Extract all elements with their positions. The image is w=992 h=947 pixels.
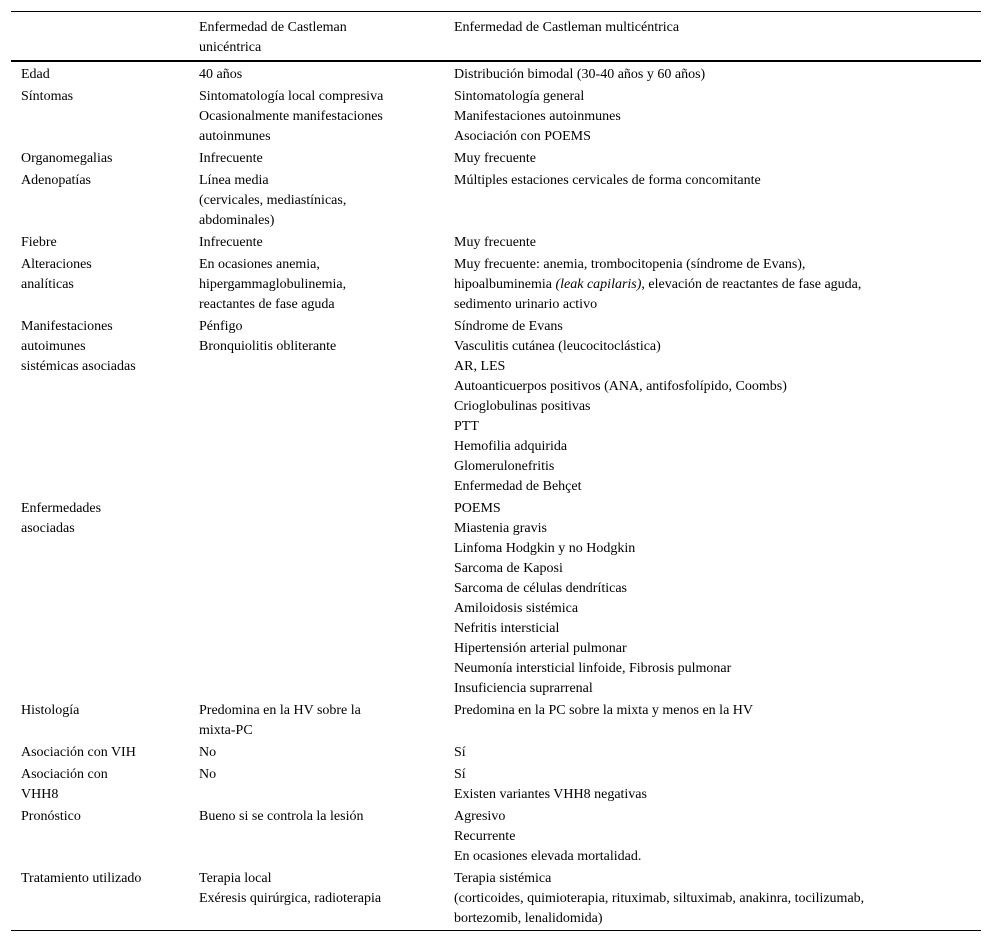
- table-row: [11, 64, 981, 86]
- cell-text-line: Agresivo: [454, 809, 506, 824]
- cell-text-line: Muy frecuente: anemia, trombocitopenia (síndrome de Evans),: [454, 257, 806, 272]
- cell-text-line: Muy frecuente: [454, 151, 537, 166]
- table-row: [11, 498, 981, 700]
- cell-text-line: Exéresis quirúrgica, radioterapia: [199, 891, 382, 906]
- row-label-cell: [11, 807, 189, 867]
- multicentric-cell: [444, 807, 981, 867]
- table-row: [11, 742, 981, 764]
- cell-text-line: Múltiples estaciones cervicales de forma concomitante: [454, 173, 761, 188]
- cell-text-line: Vasculitis cutánea (leucocitoclástica): [454, 339, 661, 354]
- multicentric-cell: [444, 255, 981, 315]
- unicentric-cell: [189, 807, 444, 867]
- unicentric-cell: [189, 317, 444, 497]
- unicentric-cell: [189, 87, 444, 147]
- row-label-line: Adenopatías: [21, 173, 91, 188]
- cell-text-line: (corticoides, quimioterapia, rituximab, siltuximab, anakinra, tocilizumab,: [454, 891, 865, 906]
- header-text-line: unicéntrica: [199, 40, 262, 55]
- cell-text-line: No: [199, 745, 217, 760]
- row-label-line: autoimunes: [21, 339, 86, 354]
- cell-text-line: Amiloidosis sistémica: [454, 601, 579, 616]
- row-label-line: VHH8: [21, 787, 59, 802]
- cell-text-line: Linfoma Hodgkin y no Hodgkin: [454, 541, 636, 556]
- row-label-line: Asociación con: [21, 767, 108, 782]
- row-label-line: Asociación con VIH: [21, 745, 136, 760]
- row-label-line: Manifestaciones: [21, 319, 113, 334]
- cell-text-line: PTT: [454, 419, 479, 434]
- row-label-cell: [11, 171, 189, 231]
- row-label-cell: [11, 743, 189, 763]
- table-row: [11, 148, 981, 170]
- cell-text-line: No: [199, 767, 217, 782]
- header-text-line: Enfermedad de Castleman multicéntrica: [454, 20, 680, 35]
- multicentric-cell: [444, 65, 981, 85]
- row-label-line: Fiebre: [21, 235, 57, 250]
- cell-text-line: Recurrente: [454, 829, 516, 844]
- row-label-line: asociadas: [21, 521, 75, 536]
- cell-text-line: Hemofilia adquirida: [454, 439, 568, 454]
- unicentric-cell: [189, 255, 444, 315]
- multicentric-cell: [444, 869, 981, 929]
- cell-text-line: Terapia sistémica: [454, 871, 552, 886]
- cell-text-line: Sarcoma de células dendríticas: [454, 581, 627, 596]
- unicentric-cell: [189, 743, 444, 763]
- row-label-cell: [11, 65, 189, 85]
- cell-text-line: Glomerulonefritis: [454, 459, 555, 474]
- header-text-line: Enfermedad de Castleman: [199, 20, 347, 35]
- row-label-cell: [11, 765, 189, 805]
- row-label-cell: [11, 233, 189, 253]
- cell-text-line: 40 años: [199, 67, 243, 82]
- row-label-line: Organomegalias: [21, 151, 113, 166]
- table-header: [11, 12, 981, 62]
- cell-text-line: hipergammaglobulinemia,: [199, 277, 347, 292]
- cell-text-line: Autoanticuerpos positivos (ANA, antifosfolípido, Coombs): [454, 379, 787, 394]
- cell-text-line: Línea media: [199, 173, 269, 188]
- cell-text-line: Asociación con POEMS: [454, 129, 591, 144]
- unicentric-cell: [189, 233, 444, 253]
- cell-text-line: Bronquiolitis obliterante: [199, 339, 337, 354]
- table-row: [11, 232, 981, 254]
- cell-text-line: reactantes de fase aguda: [199, 297, 335, 312]
- multicentric-cell: [444, 149, 981, 169]
- cell-text-line: Sarcoma de Kaposi: [454, 561, 563, 576]
- cell-text-line: Existen variantes VHH8 negativas: [454, 787, 647, 802]
- row-label-cell: [11, 255, 189, 315]
- cell-text-line: Distribución bimodal (30-40 años y 60 años): [454, 67, 706, 82]
- row-label-cell: [11, 499, 189, 699]
- row-label-cell: [11, 701, 189, 741]
- header-cell-multicentric: [444, 12, 981, 60]
- header-cell-empty: [11, 12, 189, 60]
- table-row: [11, 254, 981, 316]
- cell-text-line: Ocasionalmente manifestaciones: [199, 109, 383, 124]
- row-label-cell: [11, 869, 189, 929]
- cell-text-italic: (leak capilaris): [555, 277, 642, 292]
- row-label-line: Histología: [21, 703, 80, 718]
- cell-text-line: Muy frecuente: [454, 235, 537, 250]
- cell-text-fragment: hipoalbuminemia: [454, 277, 556, 292]
- multicentric-cell: [444, 743, 981, 763]
- row-label-cell: [11, 87, 189, 147]
- cell-text-line: Crioglobulinas positivas: [454, 399, 591, 414]
- comparison-table: [11, 11, 981, 931]
- cell-text-line: Sí: [454, 767, 466, 782]
- multicentric-cell: [444, 499, 981, 699]
- cell-text-line: Sí: [454, 745, 466, 760]
- multicentric-cell: [444, 87, 981, 147]
- cell-text-line: Predomina en la HV sobre la: [199, 703, 361, 718]
- cell-text-line: Sintomatología local compresiva: [199, 89, 384, 104]
- cell-text-line: autoinmunes: [199, 129, 271, 144]
- unicentric-cell: [189, 171, 444, 231]
- row-label-line: Alteraciones: [21, 257, 92, 272]
- multicentric-cell: [444, 765, 981, 805]
- cell-text-line: Síndrome de Evans: [454, 319, 563, 334]
- row-label-line: Pronóstico: [21, 809, 81, 824]
- cell-text-line: Nefritis intersticial: [454, 621, 560, 636]
- cell-text-line: En ocasiones anemia,: [199, 257, 320, 272]
- cell-text-line: Manifestaciones autoinmunes: [454, 109, 621, 124]
- table-row: [11, 764, 981, 806]
- row-label-line: Enfermedades: [21, 501, 102, 516]
- row-label-line: Síntomas: [21, 89, 74, 104]
- multicentric-cell: [444, 233, 981, 253]
- table-row: [11, 170, 981, 232]
- cell-text-fragment: , elevación de reactantes de fase aguda,: [641, 277, 862, 292]
- cell-text-line: abdominales): [199, 213, 275, 228]
- cell-text-line: Pénfigo: [199, 319, 243, 334]
- table-body: [11, 62, 981, 930]
- table-row: [11, 806, 981, 868]
- cell-text-line: bortezomib, lenalidomida): [454, 911, 603, 926]
- cell-text-line: sedimento urinario activo: [454, 297, 598, 312]
- table-row: [11, 700, 981, 742]
- cell-text-line: mixta-PC: [199, 723, 253, 738]
- unicentric-cell: [189, 765, 444, 805]
- unicentric-cell: [189, 701, 444, 741]
- row-label-line: Tratamiento utilizado: [21, 871, 142, 886]
- table-row: [11, 86, 981, 148]
- cell-text-line: Terapia local: [199, 871, 272, 886]
- cell-text-line: (cervicales, mediastínicas,: [199, 193, 347, 208]
- cell-text-line: POEMS: [454, 501, 501, 516]
- unicentric-cell: [189, 65, 444, 85]
- cell-text-line: Miastenia gravis: [454, 521, 547, 536]
- cell-text-line: Infrecuente: [199, 235, 263, 250]
- unicentric-cell: [189, 499, 444, 699]
- cell-text-line: Bueno si se controla la lesión: [199, 809, 364, 824]
- cell-text-line: [454, 275, 973, 295]
- cell-text-line: Infrecuente: [199, 151, 263, 166]
- multicentric-cell: [444, 701, 981, 741]
- cell-text-line: Insuficiencia suprarrenal: [454, 681, 593, 696]
- row-label-line: sistémicas asociadas: [21, 359, 136, 374]
- row-label-line: analíticas: [21, 277, 74, 292]
- cell-text-line: Neumonía intersticial linfoide, Fibrosis pulmonar: [454, 661, 732, 676]
- row-label-line: Edad: [21, 67, 50, 82]
- multicentric-cell: [444, 171, 981, 231]
- cell-text-line: Hipertensión arterial pulmonar: [454, 641, 627, 656]
- table-row: [11, 316, 981, 498]
- cell-text-line: Enfermedad de Behçet: [454, 479, 582, 494]
- header-cell-unicentric: [189, 12, 444, 60]
- unicentric-cell: [189, 869, 444, 929]
- unicentric-cell: [189, 149, 444, 169]
- cell-text-line: AR, LES: [454, 359, 506, 374]
- multicentric-cell: [444, 317, 981, 497]
- row-label-cell: [11, 317, 189, 497]
- row-label-cell: [11, 149, 189, 169]
- table-row: [11, 868, 981, 930]
- cell-text-line: Sintomatología general: [454, 89, 585, 104]
- cell-text-line: En ocasiones elevada mortalidad.: [454, 849, 642, 864]
- cell-text-line: Predomina en la PC sobre la mixta y menos en la HV: [454, 703, 753, 718]
